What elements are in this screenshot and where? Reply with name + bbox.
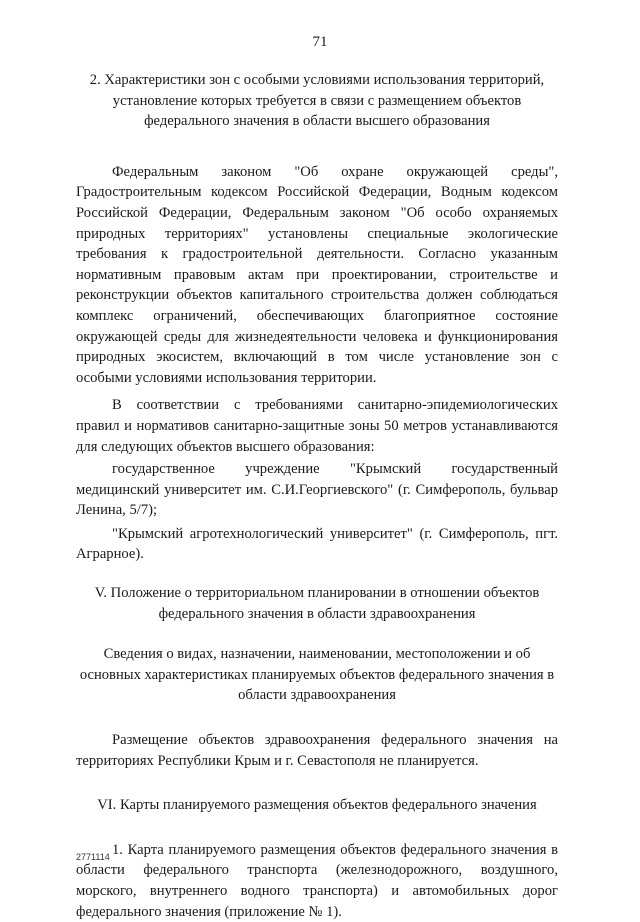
section-heading-zones: 2. Характеристики зон с особыми условиями использования территорий, установление которых требуется в связи с размещением объектов федерального значения в области высшего образования — [89, 72, 545, 130]
paragraph-healthcare-placement: Размещение объектов здравоохранения федерального значения на территориях Республики Крым и г. Севастополя не планируется. — [76, 732, 558, 769]
list-item-agrotech-university: "Крымский агротехнологический университет" (г. Симферополь, пгт. Аграрное). — [76, 525, 558, 563]
document-code: 2771114 — [76, 852, 110, 862]
section-heading-healthcare: V. Положение о территориальном планировании в отношении объектов федерального значения в области здравоохранения — [94, 585, 540, 622]
paragraph-map-1: 1. Карта планируемого размещения объектов федерального значения в области федерального транспорта (железнодорожного, воздушного, морского, внутреннего водного транспорта) и автомобильных дорог федерального значения (приложение № 1). — [76, 841, 558, 920]
section-heading-maps: VI. Карты планируемого размещения объектов федерального значения — [97, 797, 537, 814]
document-body — [76, 70, 558, 922]
subsection-heading-healthcare-info: Сведения о видах, назначении, наименовании, местоположении и об основных характеристиках планируемых объектов федерального значения в области здравоохранения — [79, 646, 555, 704]
page-number: 71 — [312, 34, 328, 50]
paragraph-legal-basis: Федеральным законом "Об охране окружающей среды", Градостроительным кодексом Российской Федерации, Водным кодексом Российской Федерации, Федеральным законом "Об особо охраняемых природных территориях" установлены специальные экологические требования к градостроительной деятельности. Согласно указанным нормативным правовым актам при проектировании, строительстве и реконструкции объектов капитального строительства должен соблюдаться комплекс ограничений, обеспечивающих благоприятное состояние окружающей среды для жизнедеятельности человека и функционирования природных экосистем, включающий в том числе установление зон с особыми условиями использования территории. — [76, 163, 558, 386]
paragraph-sanitary-zones: В соответствии с требованиями санитарно-эпидемиологических правил и нормативов санитарно-защитные зоны 50 метров устанавливаются для следующих объектов высшего образования: — [76, 397, 558, 455]
list-item-medical-university: государственное учреждение "Крымский государственный медицинский университет им. С.И.Георгиевского" (г. Симферополь, бульвар Ленина, 5/7); — [76, 461, 558, 519]
